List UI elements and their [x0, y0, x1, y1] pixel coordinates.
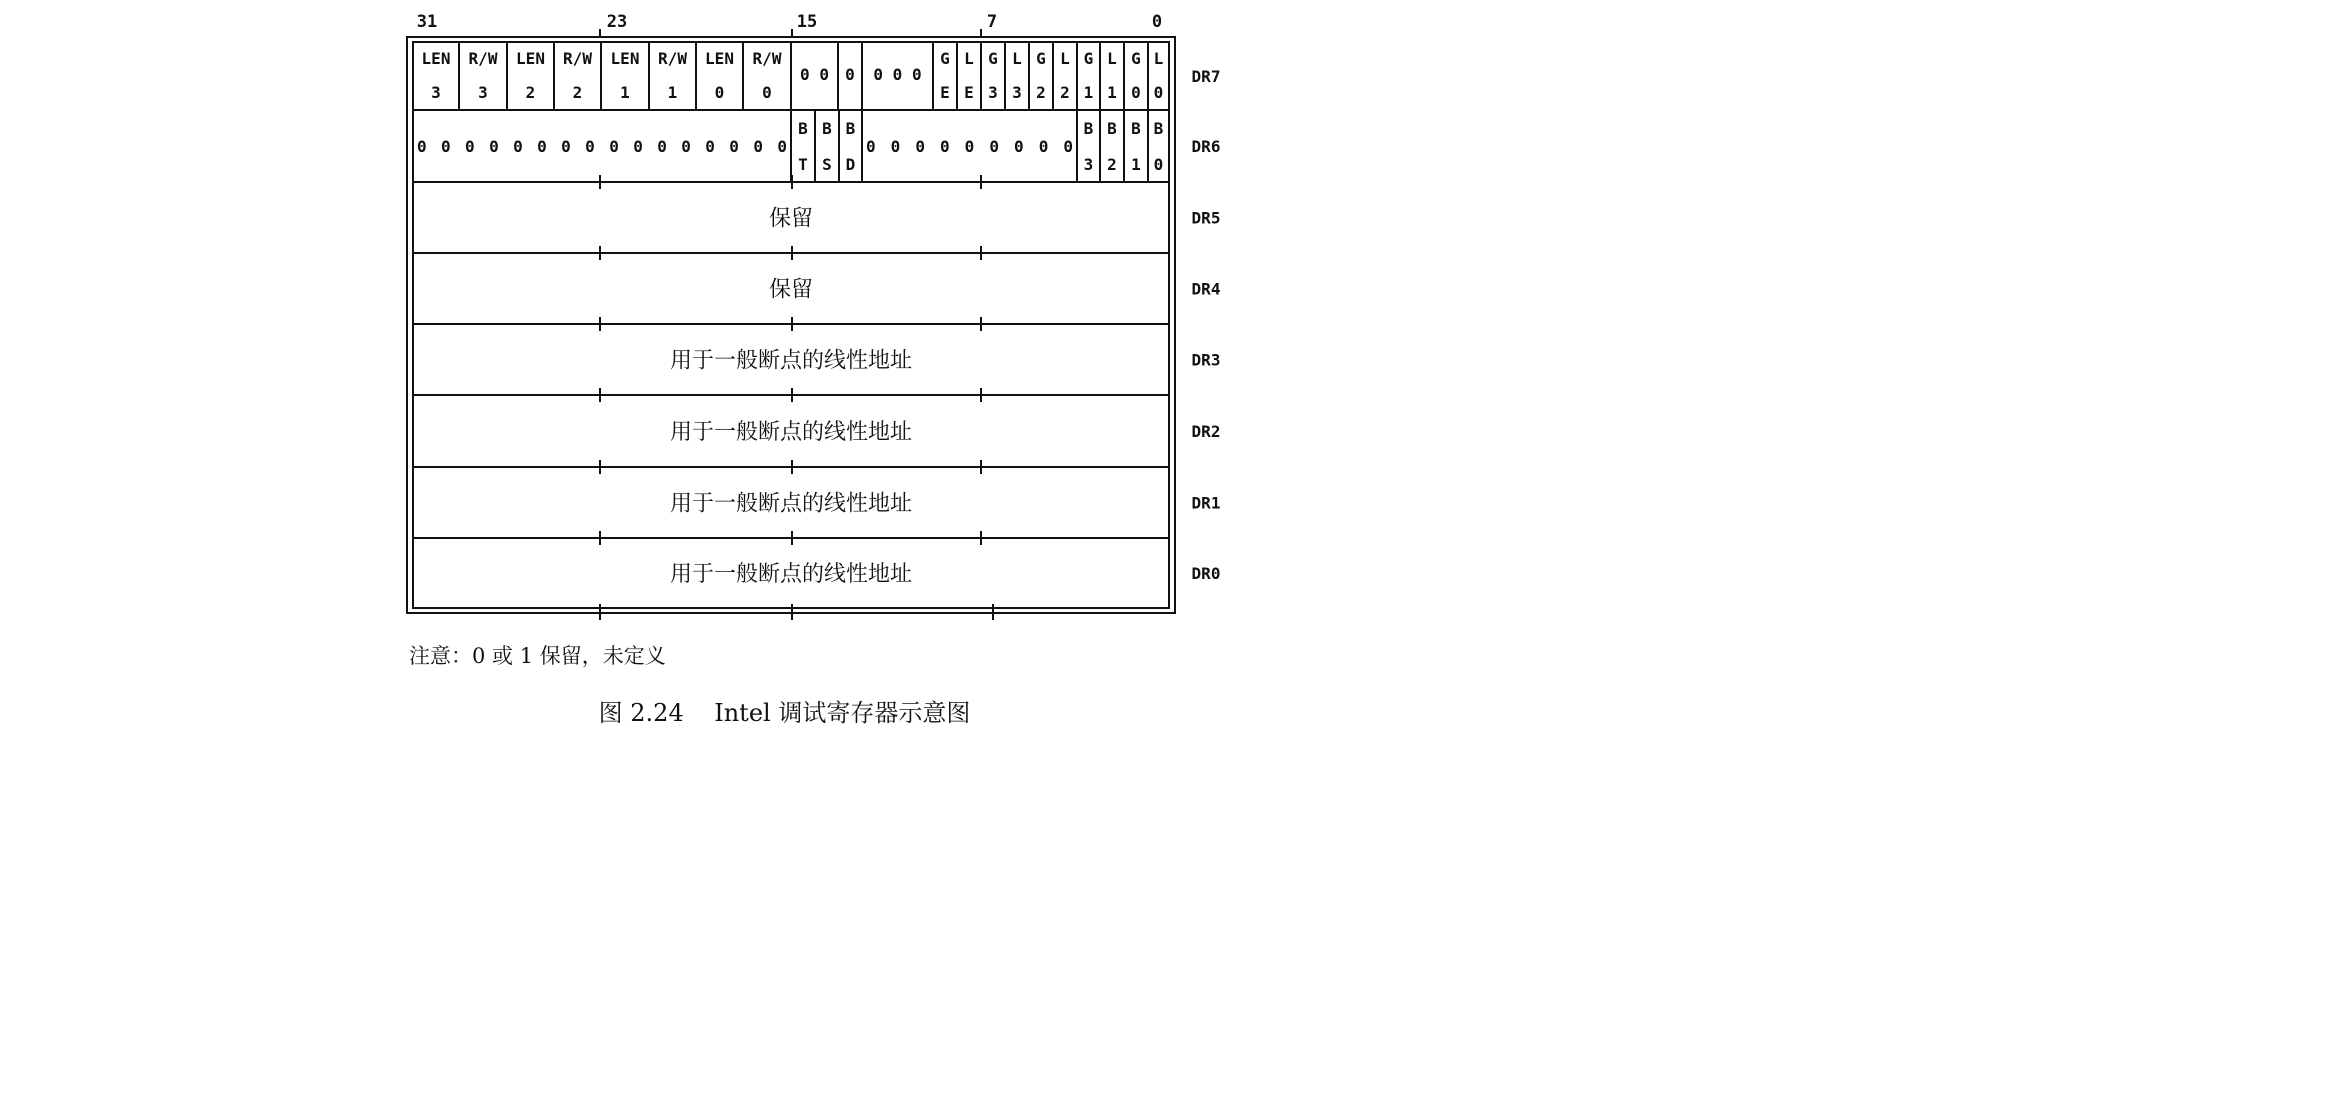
dr6-field-7-bottom: 1 — [1131, 155, 1141, 174]
dr6-field-3-top: B — [845, 119, 856, 138]
dr7-field-16-bottom: 2 — [1060, 83, 1070, 102]
dr7-field-7-top: R/W — [752, 49, 782, 68]
bit-marker-31: 31 — [416, 12, 438, 32]
dr7-field-0-bottom: 3 — [431, 83, 441, 102]
dr7-field-13-bottom: 3 — [988, 83, 998, 102]
dr7-field-18-top: L — [1107, 49, 1117, 68]
dr7-row — [422, 42, 1164, 110]
dr6-field-2-bottom: S — [822, 155, 832, 174]
dr6-field-5-bottom: 3 — [1083, 155, 1094, 174]
dr7-field-11-bottom: E — [940, 83, 950, 102]
register-name-dr6: DR6 — [1191, 137, 1221, 156]
dr7-field-2-top: LEN — [516, 49, 545, 68]
dr6-field-8-top: B — [1153, 119, 1164, 138]
dr7-field-4-top: LEN — [610, 49, 640, 68]
note-text: 注意：0 或 1 保留，未定义 — [409, 644, 666, 668]
dr6-field-6-bottom: 2 — [1107, 155, 1117, 174]
dr6-field-2-top: B — [822, 119, 832, 138]
dr7-field-11-top: G — [940, 49, 950, 68]
dr6-field-3-bottom: D — [845, 155, 856, 174]
dr7-field-8: 0 0 — [800, 65, 829, 84]
dr7-field-14-bottom: 3 — [1012, 83, 1022, 102]
bit-marker-23: 23 — [606, 12, 628, 32]
row-text-dr3: 用于一般断点的线性地址 — [669, 348, 913, 374]
dr7-field-19-top: G — [1131, 49, 1141, 68]
register-name-dr7: DR7 — [1191, 67, 1221, 86]
bit-marker-15: 15 — [796, 12, 818, 32]
dr7-field-3-bottom: 2 — [572, 83, 583, 102]
dr7-field-12-bottom: E — [964, 83, 974, 102]
bit-position-markers — [417, 12, 1162, 37]
dr6-field-0: 0 0 0 0 0 0 0 0 0 0 0 0 0 0 0 0 — [417, 137, 787, 156]
dr7-field-20-top: L — [1153, 49, 1164, 68]
dr7-field-2-bottom: 2 — [525, 83, 536, 102]
row-text-dr2: 用于一般断点的线性地址 — [669, 420, 913, 445]
dr7-field-3-top: R/W — [563, 49, 592, 68]
dr6-field-4: 0 0 0 0 0 0 0 0 0 — [866, 137, 1073, 156]
row-text-dr4: 保留 — [768, 277, 814, 303]
dr7-field-19-bottom: 0 — [1131, 83, 1141, 102]
dr7-field-6-top: LEN — [705, 49, 734, 68]
dr7-field-1-bottom: 3 — [478, 83, 488, 102]
register-name-dr0: DR0 — [1191, 564, 1221, 583]
dr6-field-8-bottom: 0 — [1153, 155, 1164, 174]
row-text-dr0: 用于一般断点的线性地址 — [669, 562, 913, 587]
dr6-field-1-bottom: T — [798, 155, 808, 174]
register-name-dr4: DR4 — [1191, 279, 1221, 299]
register-name-dr5: DR5 — [1191, 208, 1221, 228]
bit-marker-7: 7 — [986, 12, 998, 32]
dr7-field-20-bottom: 0 — [1153, 83, 1164, 102]
dr7-field-9: 0 — [845, 65, 855, 84]
dr7-field-17-bottom: 1 — [1083, 83, 1094, 102]
register-name-dr2: DR2 — [1191, 422, 1221, 441]
row-text-dr5: 保留 — [768, 206, 814, 232]
dr7-field-5-top: R/W — [658, 49, 687, 68]
figure-caption: 图 2.24 Intel 调试寄存器示意图 — [598, 699, 971, 727]
dr7-field-7-bottom: 0 — [762, 83, 772, 102]
dr7-field-6-bottom: 0 — [714, 83, 725, 102]
dr7-field-0-top: LEN — [421, 49, 451, 68]
dr6-field-6-top: B — [1107, 119, 1117, 138]
dr7-field-4-bottom: 1 — [620, 83, 630, 102]
dr6-field-7-top: B — [1131, 119, 1141, 138]
dr7-field-15-bottom: 2 — [1036, 83, 1046, 102]
dr6-row — [417, 110, 1164, 182]
register-name-dr1: DR1 — [1191, 493, 1221, 513]
dr7-field-1-top: R/W — [468, 49, 498, 68]
dr7-field-16-top: L — [1060, 49, 1070, 68]
dr7-field-13-top: G — [988, 49, 998, 68]
dr6-field-5-top: B — [1083, 119, 1094, 138]
register-name-dr3: DR3 — [1191, 350, 1221, 370]
debug-register-diagram — [0, 0, 1569, 735]
dr7-field-18-bottom: 1 — [1107, 83, 1117, 102]
row-text-dr1: 用于一般断点的线性地址 — [669, 491, 913, 517]
bit-marker-0: 0 — [1151, 12, 1163, 32]
dr6-field-1-top: B — [798, 119, 808, 138]
dr7-field-12-top: L — [964, 49, 974, 68]
dr7-field-10: 0 0 0 — [873, 65, 922, 84]
dr7-field-5-bottom: 1 — [667, 83, 678, 102]
dr7-field-17-top: G — [1083, 49, 1094, 68]
dr7-field-15-top: G — [1036, 49, 1046, 68]
dr7-field-14-top: L — [1012, 49, 1022, 68]
register-names — [1192, 67, 1221, 583]
